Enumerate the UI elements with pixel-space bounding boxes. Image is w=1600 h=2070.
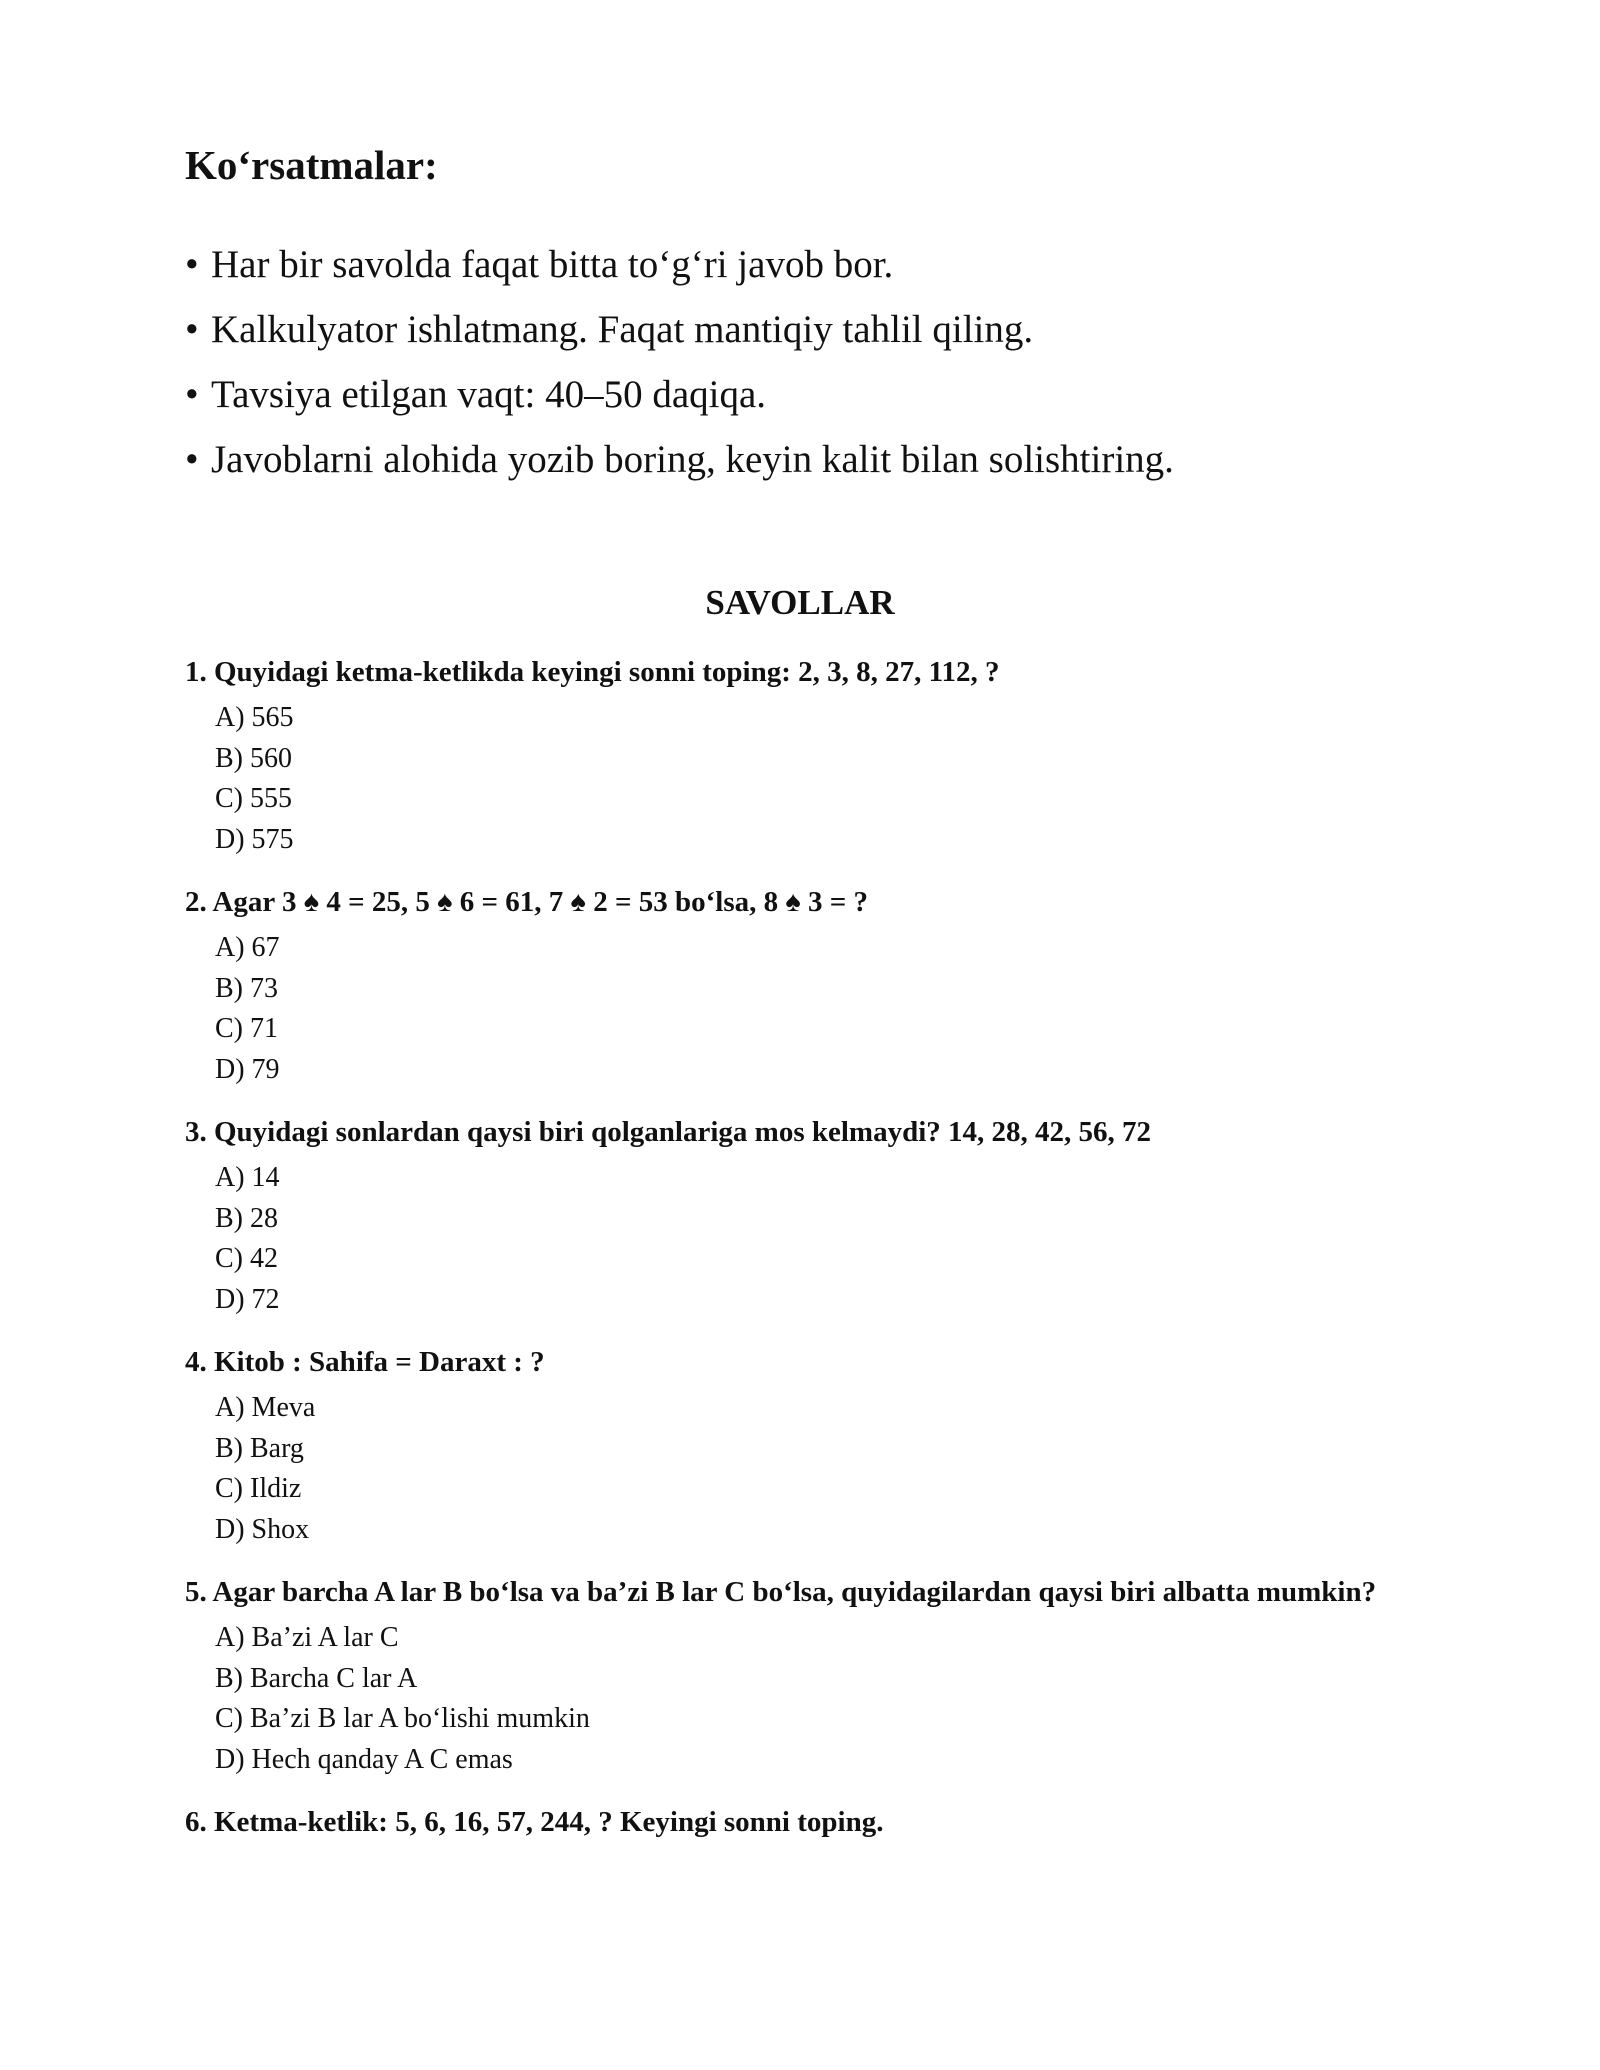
option-a: A) 14 [215, 1162, 280, 1193]
option-c: C) 71 [215, 1013, 278, 1044]
option-d: D) 575 [215, 823, 294, 855]
instruction-item: • Javoblarni alohida yozib boring, keyin kalit bilan solishtiring. [185, 427, 1174, 492]
option-c: C) 42 [215, 1243, 278, 1274]
instructions-list [185, 232, 1174, 492]
bullet-icon: • [185, 243, 199, 286]
question-2 [185, 880, 1385, 1090]
section-title: SAVOLLAR [705, 583, 895, 622]
option-b: B) Barcha C lar A [215, 1662, 418, 1694]
option-a: A) 67 [215, 932, 280, 963]
instruction-item: • Kalkulyator ishlatmang. Faqat mantiqiy tahlil qiling. [185, 297, 1174, 362]
answer-options [185, 1158, 1385, 1320]
option-d: D) 79 [215, 1053, 280, 1085]
option-a: A) 565 [215, 702, 294, 733]
answer-options [185, 698, 1385, 860]
instruction-item: • Tavsiya etilgan vaqt: 40–50 daqiqa. [185, 362, 1174, 427]
question-4 [185, 1340, 1385, 1550]
bullet-icon: • [185, 308, 199, 351]
answer-options [185, 1388, 1385, 1550]
question-1 [185, 650, 1385, 860]
option-b: B) 28 [215, 1202, 278, 1234]
question-text: 5. Agar barcha A lar B bo‘lsa va ba’zi B lar C bo‘lsa, quyidagilardan qaysi biri albatta mumkin? [185, 1576, 1377, 1608]
option-b: B) 560 [215, 742, 292, 774]
option-c: C) Ildiz [215, 1473, 302, 1504]
option-d: D) Shox [215, 1513, 310, 1545]
option-d: D) 72 [215, 1283, 280, 1315]
answer-options [185, 928, 1385, 1090]
question-3 [185, 1110, 1385, 1320]
bullet-icon: • [185, 438, 199, 481]
option-a: A) Ba’zi A lar C [215, 1622, 399, 1653]
instructions-title: Ko‘rsatmalar: [185, 142, 438, 188]
question-text: 4. Kitob : Sahifa = Daraxt : ? [185, 1346, 545, 1378]
option-b: B) Barg [215, 1432, 304, 1464]
option-c: C) Ba’zi B lar A bo‘lishi mumkin [215, 1703, 590, 1734]
question-6 [185, 1800, 1385, 1844]
question-text: 2. Agar 3 ♠ 4 = 25, 5 ♠ 6 = 61, 7 ♠ 2 = 53 bo‘lsa, 8 ♠ 3 = ? [185, 886, 869, 918]
answer-options [185, 1618, 1385, 1780]
instruction-item: • Har bir savolda faqat bitta to‘g‘ri javob bor. [185, 232, 1174, 297]
question-text: 1. Quyidagi ketma-ketlikda keyingi sonni toping: 2, 3, 8, 27, 112, ? [185, 656, 1000, 688]
question-5 [185, 1570, 1385, 1780]
questions-list [185, 650, 1385, 1864]
option-b: B) 73 [215, 972, 278, 1004]
question-text: 3. Quyidagi sonlardan qaysi biri qolganlariga mos kelmaydi? 14, 28, 42, 56, 72 [185, 1116, 1152, 1148]
option-c: C) 555 [215, 783, 292, 814]
option-a: A) Meva [215, 1392, 316, 1423]
bullet-icon: • [185, 373, 199, 416]
option-d: D) Hech qanday A C emas [215, 1743, 513, 1775]
question-text: 6. Ketma-ketlik: 5, 6, 16, 57, 244, ? Keyingi sonni toping. [185, 1806, 884, 1838]
